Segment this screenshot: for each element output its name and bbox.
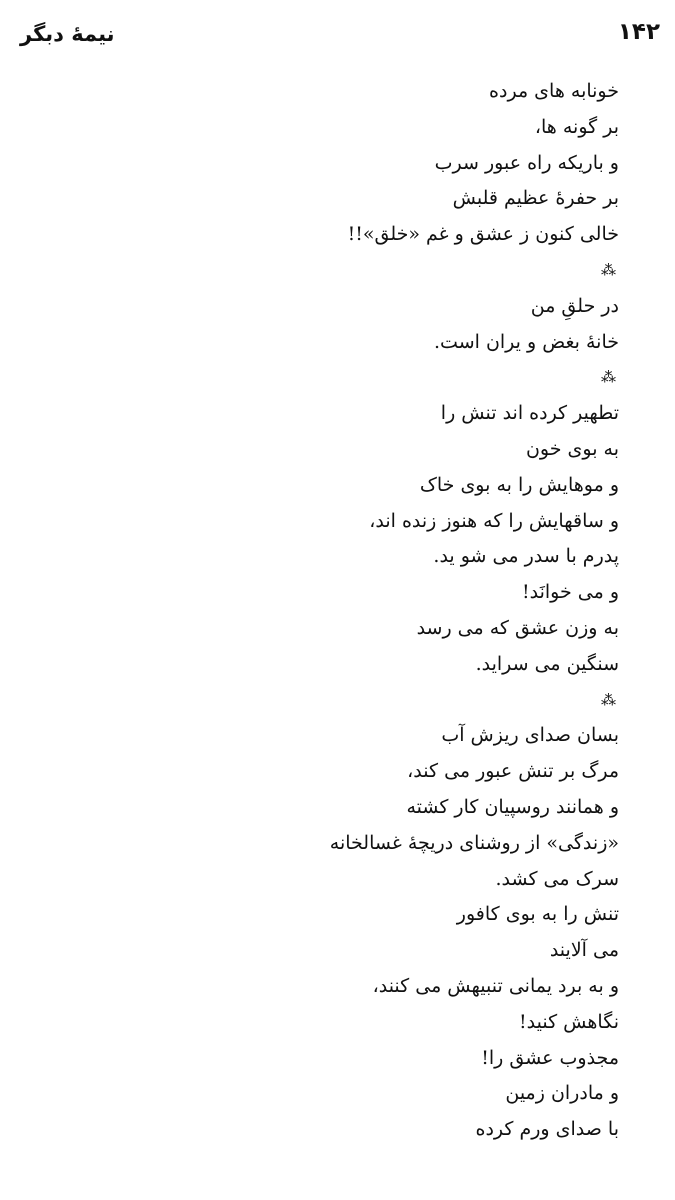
page-header — [20, 18, 660, 62]
verse-line: بر حفرهٔ عظیم قلبش — [452, 187, 619, 210]
verse-line: بر گونه ها، — [534, 115, 619, 138]
verse-line: و می خوانَد! — [521, 581, 619, 604]
verse-line: به وزن عشق که می رسد — [416, 616, 619, 639]
page-number: ۱۴۲ — [617, 19, 660, 45]
verse-line: نگاهش کنید! — [519, 1010, 619, 1033]
verse-line: «زندگی» از روشنای دریچهٔ غسالخانه — [329, 831, 619, 854]
verse-line: خالی کنون ز عشق و غم «خلق»!! — [347, 223, 619, 246]
verse-line: در حلقِ من — [530, 294, 619, 317]
verse-line: مرگ بر تنش عبور می کند، — [407, 760, 619, 783]
verse-line: سرک می کشد. — [495, 867, 619, 890]
verse-line: با صدای ورم کرده — [475, 1118, 619, 1141]
verse-line: و موهایش را به بوی خاک — [419, 473, 619, 496]
poem-body — [62, 74, 622, 1148]
section-separator: ⁂ — [601, 690, 617, 709]
verse-line: پدرم با سدر می شو ید. — [433, 545, 619, 568]
verse-line: تطهیر کرده اند تنش را — [440, 402, 619, 425]
section-separator: ⁂ — [601, 260, 617, 279]
verse-line: و باریکه راه عبور سرب — [434, 151, 619, 174]
verse-line: و ساقهایش را که هنوز زنده اند، — [369, 509, 619, 532]
verse-line: تنش را به بوی کافور — [456, 903, 619, 926]
book-title: نيمهٔ دبگر — [20, 22, 115, 46]
verse-line: سنگین می سراید. — [475, 652, 619, 675]
section-separator: ⁂ — [601, 368, 617, 387]
verse-line: می آلایند — [549, 939, 619, 962]
verse-line: و همانند روسپیان کار کشته — [406, 795, 619, 818]
verse-line: خونابه های مرده — [489, 80, 619, 102]
verse-line: خانهٔ بغض و یران است. — [434, 330, 619, 353]
verse-line: مجذوب عشق را! — [481, 1046, 619, 1069]
verse-line: و به برد یمانی تنبیهش می کنند، — [372, 974, 619, 997]
verse-line: و مادران زمین — [505, 1082, 619, 1105]
verse-line: به بوی خون — [525, 437, 619, 460]
verse-line: بسان صدای ریزش آب — [441, 724, 619, 747]
